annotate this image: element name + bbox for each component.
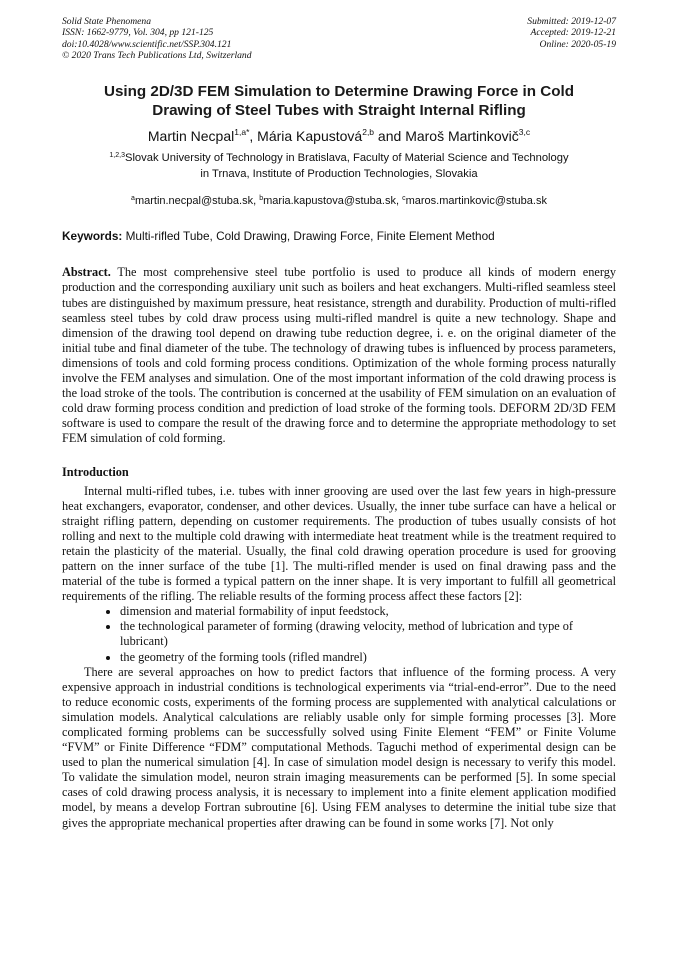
author-affiliation-mark: 2,b bbox=[362, 127, 375, 138]
keywords-text: Multi-rifled Tube, Cold Drawing, Drawing Force, Finite Element Method bbox=[122, 229, 495, 244]
paper-title bbox=[62, 83, 616, 120]
author-name: Mária Kapustová bbox=[257, 128, 363, 145]
list-item: • the technological parameter of forming (drawing velocity, method of lubrication and type of lubricant) bbox=[120, 619, 616, 649]
copyright: © 2020 Trans Tech Publications Ltd, Switzerland bbox=[62, 49, 252, 61]
affiliation bbox=[62, 151, 616, 182]
intro-paragraph-2: There are several approaches on how to predict factors that influence of the forming process. A very expensive approach in industrial conditions is technological experiments via “trial-end-error”. Due to the need to reduce economic costs, experiments of the forming process are supplemented with analytical calculations or simulation models. Analytical calculations are reliably usable only for simple forming processes [3]. More complicated forming problems can be successfully solved using Finite Element “FEM” or Finite Volume “FVM” or Finite Difference “FDM” computational Methods. Taguchi method of experimental design can be used to plan the numerical simulation [4]. In case of simulation model design is necessary to verify this model. To validate the simulation model, neuron strain imaging measurements can be performed [5]. In some special cases of cold drawing process analysis, it is necessary to implement into a finite element application modified model, by means a develop Fortran subroutine [6]. Using FEM analyses to determine the initial tube size that gives the appropriate mechanical properties after drawing can be found in some works [7]. Not only bbox=[62, 664, 616, 830]
doi-link[interactable]: doi:10.4028/www.scientific.net/SSP.304.121 bbox=[62, 38, 232, 50]
affiliation-mark: 1,2,3 bbox=[109, 152, 125, 160]
abstract-label: Abstract. bbox=[62, 265, 111, 280]
keywords bbox=[62, 229, 616, 244]
journal-info bbox=[62, 16, 252, 61]
factor-list bbox=[62, 604, 616, 664]
journal-issn: ISSN: 1662-9779, Vol. 304, pp 121-125 bbox=[62, 27, 214, 39]
email-link[interactable]: maria.kapustova@stuba.sk, bbox=[263, 195, 403, 208]
author-emails bbox=[62, 194, 616, 208]
author-separator: , bbox=[249, 128, 258, 145]
author-name: Martin Necpal bbox=[147, 128, 235, 145]
abstract-text: The most comprehensive steel tube portfolio is used to produce all kinds of modern energy production and the corresponding auxiliary unit such as boilers and heat exchangers. Multi-rifled seamless steel tubes are distinguished by maximum pressure, heat resistance, strength and durability. Production of multi-rifled seamless steel tubes by cold draw process using multi-rifled mandrel is quite a new technology. Shape and dimension of the drawing tool depend on drawing tube reduction degree, i. e. on the original diameter of the initial tube and final diameter of the tube. The technology of drawing tubes is influenced by process parameters, dimensions of tools and cold forming process conditions. Optimization of the whole forming process naturally involve the FEM analyses and simulation. One of the most important information of the cold drawing process is the load stroke of the tools. The contribution is concerned at the usability of FEM simulation on an evaluation of cold draw forming process condition and prediction of load stroke of the forming tools. DEFORM 2D/3D FEM software is used to compare the result of the drawing force and to determine the appropriate methodology to set FEM simulation of cold forming. bbox=[62, 265, 616, 446]
author-name: Maroš Martinkovič bbox=[405, 128, 519, 145]
publication-header bbox=[62, 0, 616, 61]
title-line-1: Using 2D/3D FEM Simulation to Determine Drawing Force in Cold bbox=[103, 83, 575, 101]
section-heading-introduction: Introduction bbox=[62, 464, 129, 479]
submitted-date: Submitted: 2019-12-07 bbox=[527, 16, 616, 27]
affiliation-text: Slovak University of Technology in Bratislava, Faculty of Material Science and Technology bbox=[124, 152, 569, 165]
accepted-date: Accepted: 2019-12-21 bbox=[530, 27, 616, 39]
submission-dates bbox=[527, 16, 616, 61]
affiliation-line-2: in Trnava, Institute of Production Technologies, Slovakia bbox=[200, 167, 478, 180]
email-mark: c bbox=[402, 195, 406, 203]
email-link[interactable]: martin.necpal@stuba.sk, bbox=[134, 195, 260, 208]
intro-paragraph-1: Internal multi-rifled tubes, i.e. tubes with inner grooving are used over the last few years in high-pressure heat exchangers, evaporator, condenser, and other devices. Usually, the inner tube surface can have a helical or straight rifling pattern, depending on customer requirements. The production of tubes usually consists of hot rolling and next to the multiple cold drawing with intermediate heat treatment while is the treatment required to retain the plasticity of the material. Usually, the final cold drawing operation procedure is used for grooving pattern on the inner surface of the tube [1]. The multi-rifled mender is used on final drawing pass and the material of the tube is formed a typical pattern on the inner shape. It is very important to fulfill all geometrical requirements of the rifling. The reliable results of the forming process affect these factors [2]: bbox=[62, 483, 616, 604]
online-date: Online: 2020-05-19 bbox=[539, 38, 616, 50]
keywords-label: Keywords: bbox=[62, 229, 123, 244]
list-item: • the geometry of the forming tools (rifled mandrel) bbox=[120, 650, 616, 665]
journal-name: Solid State Phenomena bbox=[62, 16, 151, 27]
author-list bbox=[62, 128, 616, 145]
email-link[interactable]: maros.martinkovic@stuba.sk bbox=[405, 195, 547, 208]
affiliation-line-1 bbox=[62, 151, 616, 167]
author-separator: and bbox=[374, 128, 406, 145]
email-mark: b bbox=[259, 195, 264, 203]
author-affiliation-mark: 1,a* bbox=[234, 127, 250, 138]
abstract bbox=[62, 265, 616, 446]
list-item: • dimension and material formability of input feedstock, bbox=[120, 604, 616, 619]
author-affiliation-mark: 3,c bbox=[518, 127, 531, 138]
email-mark: a bbox=[131, 195, 135, 203]
title-line-2: Drawing of Steel Tubes with Straight Internal Rifling bbox=[152, 101, 526, 119]
